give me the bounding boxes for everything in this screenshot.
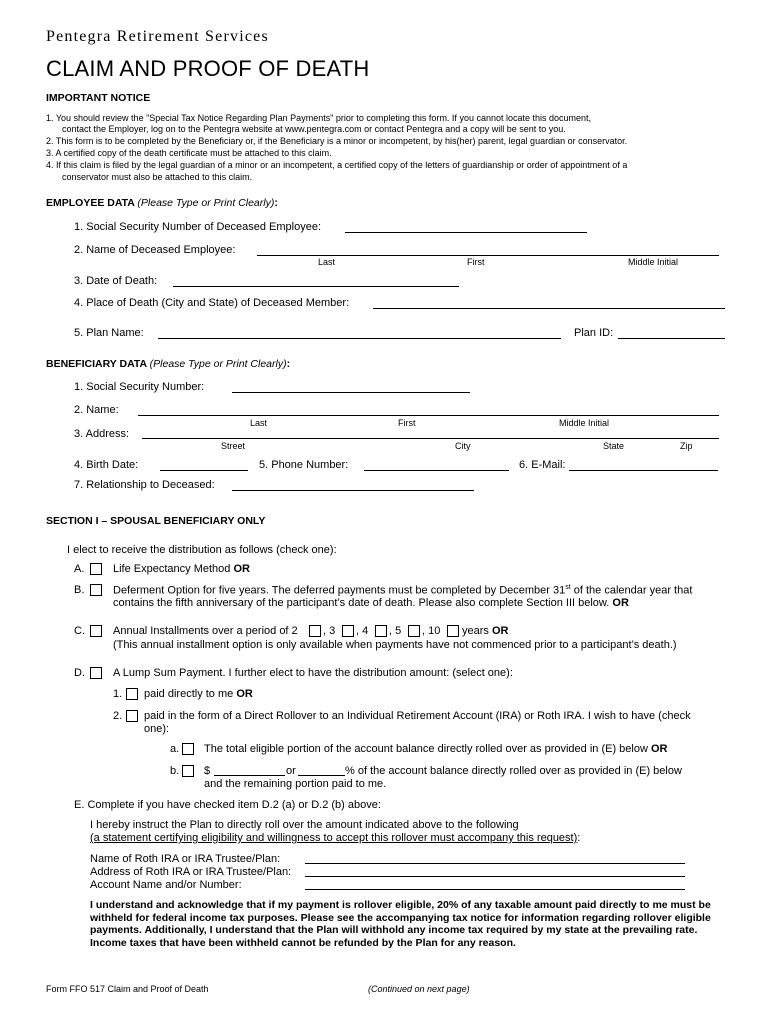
employee-name-label: 2. Name of Deceased Employee:: [74, 244, 236, 256]
plan-name-label: 5. Plan Name:: [74, 327, 144, 339]
installment-3-label: , 3: [323, 625, 336, 637]
installment-2-checkbox[interactable]: [309, 625, 321, 637]
company-name: Pentegra Retirement Services: [46, 28, 269, 45]
beneficiary-ssn-label: 1. Social Security Number:: [74, 381, 205, 393]
plan-id-label: Plan ID:: [574, 327, 614, 339]
employee-first-label: First: [467, 257, 485, 267]
address-street-label: Street: [221, 441, 246, 451]
option-e-text: E. Complete if you have checked item D.2 (a) or D.2 (b) above:: [74, 799, 381, 811]
relationship-label: 7. Relationship to Deceased:: [74, 479, 215, 491]
trustee-address-label: Address of Roth IRA or IRA Trustee/Plan:: [90, 866, 292, 878]
option-a-checkbox[interactable]: [90, 563, 102, 575]
beneficiary-last-label: Last: [250, 418, 268, 428]
notice-line-4b: conservator must also be attached to this claim.: [62, 172, 253, 182]
birth-date-field[interactable]: [160, 470, 248, 471]
option-c-checkbox[interactable]: [90, 625, 102, 637]
account-number-field[interactable]: [305, 889, 685, 890]
option-d2b-text-2: and the remaining portion paid to me.: [204, 778, 387, 790]
employee-ssn-label: 1. Social Security Number of Deceased Employee:: [74, 221, 322, 233]
address-zip-label: Zip: [680, 441, 693, 451]
beneficiary-data-heading: BENEFICIARY DATA (Please Type or Print Clearly):: [46, 358, 291, 370]
employee-middle-label: Middle Initial: [628, 257, 679, 267]
option-d2-checkbox[interactable]: [126, 710, 138, 722]
option-c-text-2: (This annual installment option is only available when payments have not commenced prior to a participant’s death.): [113, 639, 677, 651]
rollover-instruction-1: I hereby instruct the Plan to directly roll over the amount indicated above to the following: [90, 819, 519, 831]
option-d2a-label: The total eligible portion of the account balance directly rolled over as provided in (E) below OR: [204, 743, 668, 755]
birth-date-label: 4. Birth Date:: [74, 459, 139, 471]
installment-4-label: , 4: [356, 625, 369, 637]
trustee-name-field[interactable]: [305, 863, 685, 864]
option-b-text-2: contains the fifth anniversary of the participant’s date of death. Please also complete Section III below. OR: [113, 597, 629, 609]
option-d2b-or: or: [286, 765, 296, 777]
option-d2-number: 2.: [113, 710, 123, 722]
notice-line-1b: contact the Employer, log on to the Pentegra website at www.pentegra.com or contact Pentegra and a copy will be sent to you.: [62, 124, 566, 134]
option-b-text-1: Deferment Option for five years. The deferred payments must be completed by December 31st of the calendar year that: [113, 584, 693, 597]
account-number-label: Account Name and/or Number:: [90, 879, 242, 891]
option-a-letter: A.: [74, 563, 85, 575]
option-d2b-percent-field[interactable]: [298, 775, 345, 776]
address-state-label: State: [603, 441, 625, 451]
option-c-letter: C.: [74, 625, 85, 637]
installment-5-label: , 5: [389, 625, 402, 637]
form-number: Form FFO 517 Claim and Proof of Death: [46, 984, 209, 994]
option-d-checkbox[interactable]: [90, 667, 102, 679]
installment-3-checkbox[interactable]: [342, 625, 354, 637]
phone-label: 5. Phone Number:: [259, 459, 349, 471]
option-d2b-checkbox[interactable]: [182, 765, 194, 777]
place-of-death-field[interactable]: [373, 308, 725, 309]
rollover-instruction-2: (a statement certifying eligibility and willingness to accept this rollover must accompany this request):: [90, 832, 581, 844]
option-d1-checkbox[interactable]: [126, 688, 138, 700]
employee-data-heading: EMPLOYEE DATA (Please Type or Print Clearly):: [46, 197, 278, 209]
plan-name-field[interactable]: [158, 338, 561, 339]
employee-last-label: Last: [318, 257, 336, 267]
notice-line-4: 4. If this claim is filed by the legal guardian of a minor or an incompetent, a certified copy of the letters of guardianship or order of appointment of a: [46, 160, 628, 170]
notice-line-2: 2. This form is to be completed by the Beneficiary or, if the Beneficiary is a minor or incompetent, by his(her) parent, legal guardian or conservator.: [46, 136, 628, 146]
beneficiary-name-field[interactable]: [138, 415, 719, 416]
beneficiary-middle-label: Middle Initial: [559, 418, 610, 428]
option-d2-text-1: paid in the form of a Direct Rollover to an Individual Retirement Account (IRA) or Roth IRA. I wish to have (check: [144, 710, 691, 722]
section-1-intro: I elect to receive the distribution as follows (check one):: [67, 544, 337, 556]
beneficiary-name-label: 2. Name:: [74, 404, 119, 416]
section-1-heading: SECTION I – SPOUSAL BENEFICIARY ONLY: [46, 515, 266, 527]
date-of-death-label: 3. Date of Death:: [74, 275, 158, 287]
option-d2a-checkbox[interactable]: [182, 743, 194, 755]
option-d1-label: paid directly to me OR: [144, 688, 253, 700]
email-field[interactable]: [569, 470, 718, 471]
option-b-letter: B.: [74, 584, 85, 596]
plan-id-field[interactable]: [618, 338, 725, 339]
beneficiary-address-label: 3. Address:: [74, 428, 130, 440]
installment-5-checkbox[interactable]: [408, 625, 420, 637]
beneficiary-address-field[interactable]: [142, 438, 719, 439]
email-label: 6. E-Mail:: [519, 459, 566, 471]
option-d2b-letter: b.: [170, 765, 180, 777]
option-d2b-amount-field[interactable]: [214, 775, 285, 776]
employee-name-field[interactable]: [257, 255, 719, 256]
option-d1-number: 1.: [113, 688, 123, 700]
option-d2a-letter: a.: [170, 743, 180, 755]
notice-heading: IMPORTANT NOTICE: [46, 92, 151, 104]
beneficiary-ssn-field[interactable]: [232, 392, 470, 393]
form-title: CLAIM AND PROOF OF DEATH: [46, 56, 370, 81]
option-d2b-text-1: % of the account balance directly rolled over as provided in (E) below: [345, 765, 682, 777]
notice-line-3: 3. A certified copy of the death certificate must be attached to this claim.: [46, 148, 332, 158]
option-d2b-dollar: $: [204, 765, 211, 777]
option-a-label: Life Expectancy Method OR: [113, 563, 250, 575]
installment-years-label: years OR: [462, 625, 509, 637]
installment-4-checkbox[interactable]: [375, 625, 387, 637]
place-of-death-label: 4. Place of Death (City and State) of Deceased Member:: [74, 297, 350, 309]
withholding-acknowledgement: I understand and acknowledge that if my payment is rollover eligible, 20% of any taxable amount paid directly to me must be withheld for federal income tax purposes. Please see the accompanying tax notice for information regarding rollover eligible payments. Additionally, I understand that the Plan will withhold any income tax required by my state at the prevailing rate. Income taxes that have been withheld cannot be refunded by the Plan for any reason.: [90, 899, 711, 949]
option-d-text: A Lump Sum Payment. I further elect to have the distribution amount: (select one):: [113, 667, 513, 679]
option-d-letter: D.: [74, 667, 85, 679]
date-of-death-field[interactable]: [173, 286, 459, 287]
trustee-address-field[interactable]: [305, 876, 685, 877]
employee-ssn-field[interactable]: [345, 232, 587, 233]
option-c-text-1: Annual Installments over a period of 2: [113, 625, 298, 637]
notice-line-1: 1. You should review the "Special Tax Notice Regarding Plan Payments" prior to completing this form. If you cannot locate this document,: [46, 113, 592, 123]
address-city-label: City: [455, 441, 471, 451]
option-d2-text-2: one):: [144, 723, 170, 735]
installment-10-checkbox[interactable]: [447, 625, 459, 637]
option-b-checkbox[interactable]: [90, 584, 102, 596]
relationship-field[interactable]: [232, 490, 474, 491]
phone-field[interactable]: [364, 470, 509, 471]
beneficiary-first-label: First: [398, 418, 416, 428]
continued-note: (Continued on next page): [368, 984, 470, 994]
installment-10-label: , 10: [422, 625, 441, 637]
trustee-name-label: Name of Roth IRA or IRA Trustee/Plan:: [90, 853, 281, 865]
